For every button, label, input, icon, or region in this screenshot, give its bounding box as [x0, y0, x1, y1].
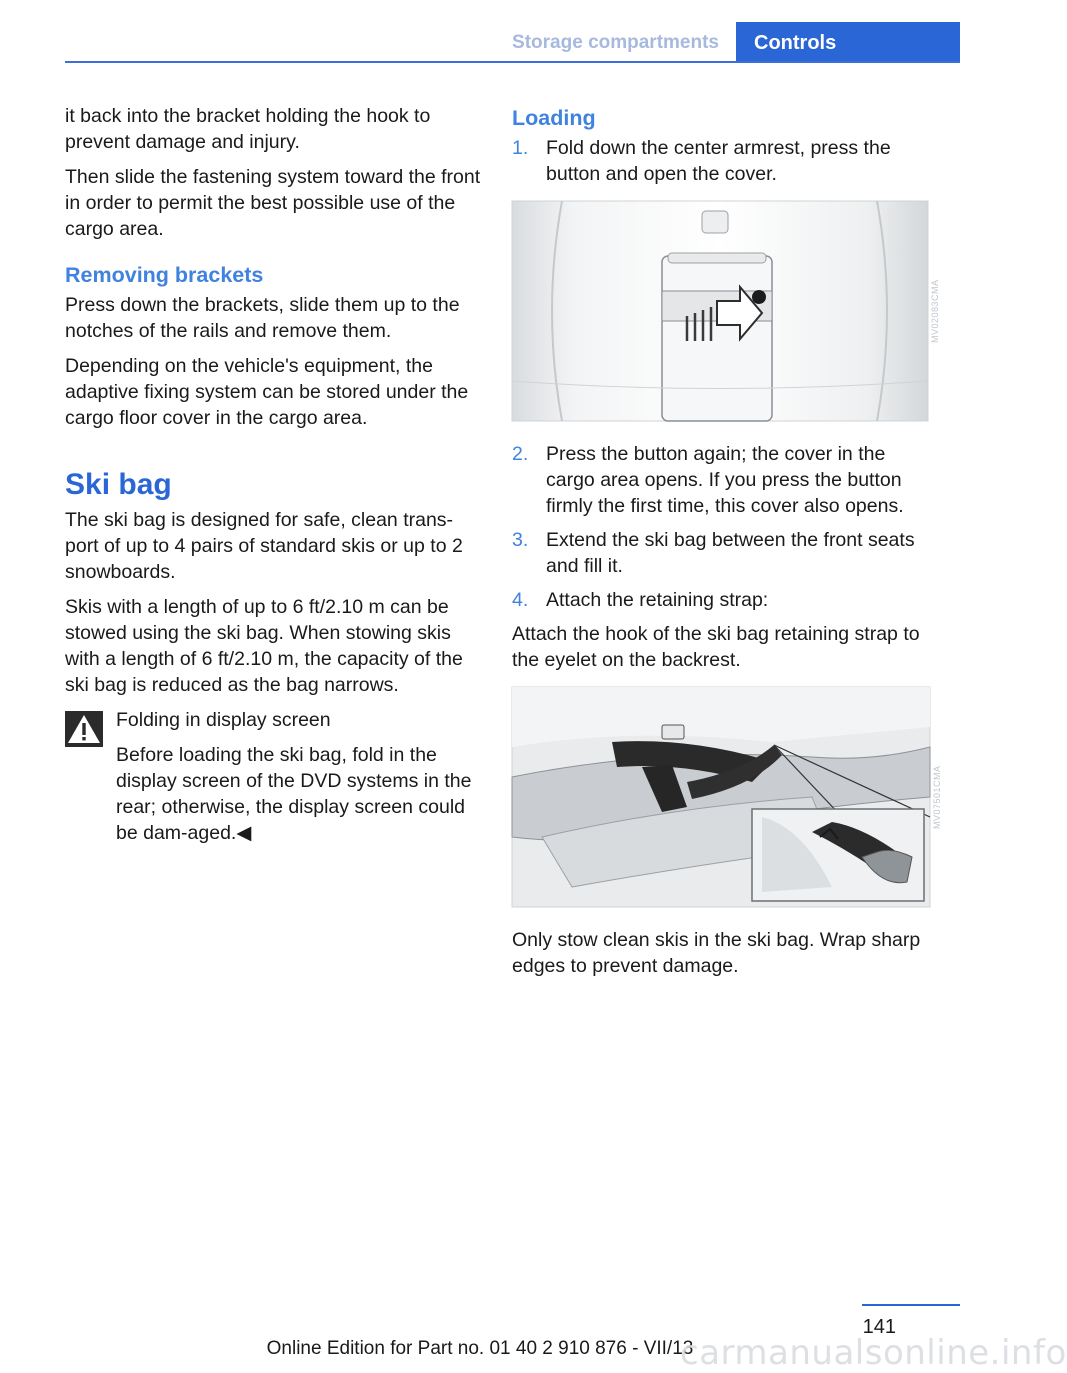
figure-code: MV07501CMA [932, 765, 942, 829]
watermark-text: carmanualsonline.info [680, 1333, 1067, 1373]
removing-brackets-heading: Removing brackets [65, 263, 264, 287]
list-item [512, 527, 932, 579]
left-column [65, 103, 483, 855]
step-number: 2. [512, 443, 529, 465]
warning-notice [65, 707, 483, 846]
step-number: 1. [512, 137, 529, 159]
paragraph: Then slide the fastening system toward the front in order to permit the best possible use of the cargo area. [65, 166, 481, 240]
loading-steps-continued [512, 441, 932, 613]
warning-triangle-icon [65, 711, 103, 747]
retaining-strap-figure [512, 687, 942, 907]
attach-instruction: Attach the hook of the ski bag retaining strap to the eyelet on the backrest. [512, 623, 920, 671]
step-number: 3. [512, 529, 529, 551]
step-text: Press the button again; the cover in the cargo area opens. If you press the button firmly the first time, this cover also opens. [546, 443, 904, 517]
list-item [512, 587, 932, 613]
strap-illustration [512, 687, 930, 907]
armrest-cover-figure [512, 201, 940, 421]
paragraph: Press down the brackets, slide them up to the notches of the rails and remove them. [65, 294, 460, 342]
paragraph: Skis with a length of up to 6 ft/2.10 m can be stowed using the ski bag. When stowing skis with a length of 6 ft/2.10 m, the capacity of the ski bag is reduced as the bag narrows. [65, 596, 463, 696]
paragraph: it back into the bracket holding the hook to prevent damage and injury. [65, 105, 431, 153]
figure-code: MV02083CMA [930, 279, 940, 343]
warning-title: Folding in display screen [116, 709, 331, 731]
ski-bag-heading: Ski bag [65, 468, 172, 501]
paragraph: Depending on the vehicle's equipment, the adaptive fixing system can be stored under the cargo floor cover in the cargo area. [65, 355, 469, 429]
warning-text [116, 742, 483, 846]
header-rule [65, 61, 960, 63]
closing-note: Only stow clean skis in the ski bag. Wrap sharp edges to prevent damage. [512, 929, 921, 977]
list-item [512, 135, 932, 187]
loading-steps [512, 135, 932, 187]
page-number: 141 [862, 1316, 896, 1338]
list-item [512, 441, 932, 519]
step-text: Fold down the center armrest, press the button and open the cover. [546, 137, 891, 185]
warning-body-text: Before loading the ski bag, fold in the display screen of the DVD systems in the rear; otherwise, the display screen could be dam‐aged.◀ [116, 744, 472, 844]
footer-rule [862, 1304, 960, 1306]
step-text: Attach the retaining strap: [546, 589, 769, 611]
header-section-title: Storage compartments [512, 32, 719, 53]
right-column [512, 103, 942, 988]
edition-footer: Online Edition for Part no. 01 40 2 910 876 - VII/13 [266, 1338, 694, 1359]
loading-heading: Loading [512, 106, 596, 130]
paragraph: The ski bag is designed for safe, clean trans‐port of up to 4 pairs of standard skis or up to 2 snowboards. [65, 509, 463, 583]
step-number: 4. [512, 589, 529, 611]
header-chapter-tab[interactable]: Controls [736, 22, 960, 61]
step-text: Extend the ski bag between the front seats and fill it. [546, 529, 915, 577]
armrest-illustration [512, 201, 928, 421]
